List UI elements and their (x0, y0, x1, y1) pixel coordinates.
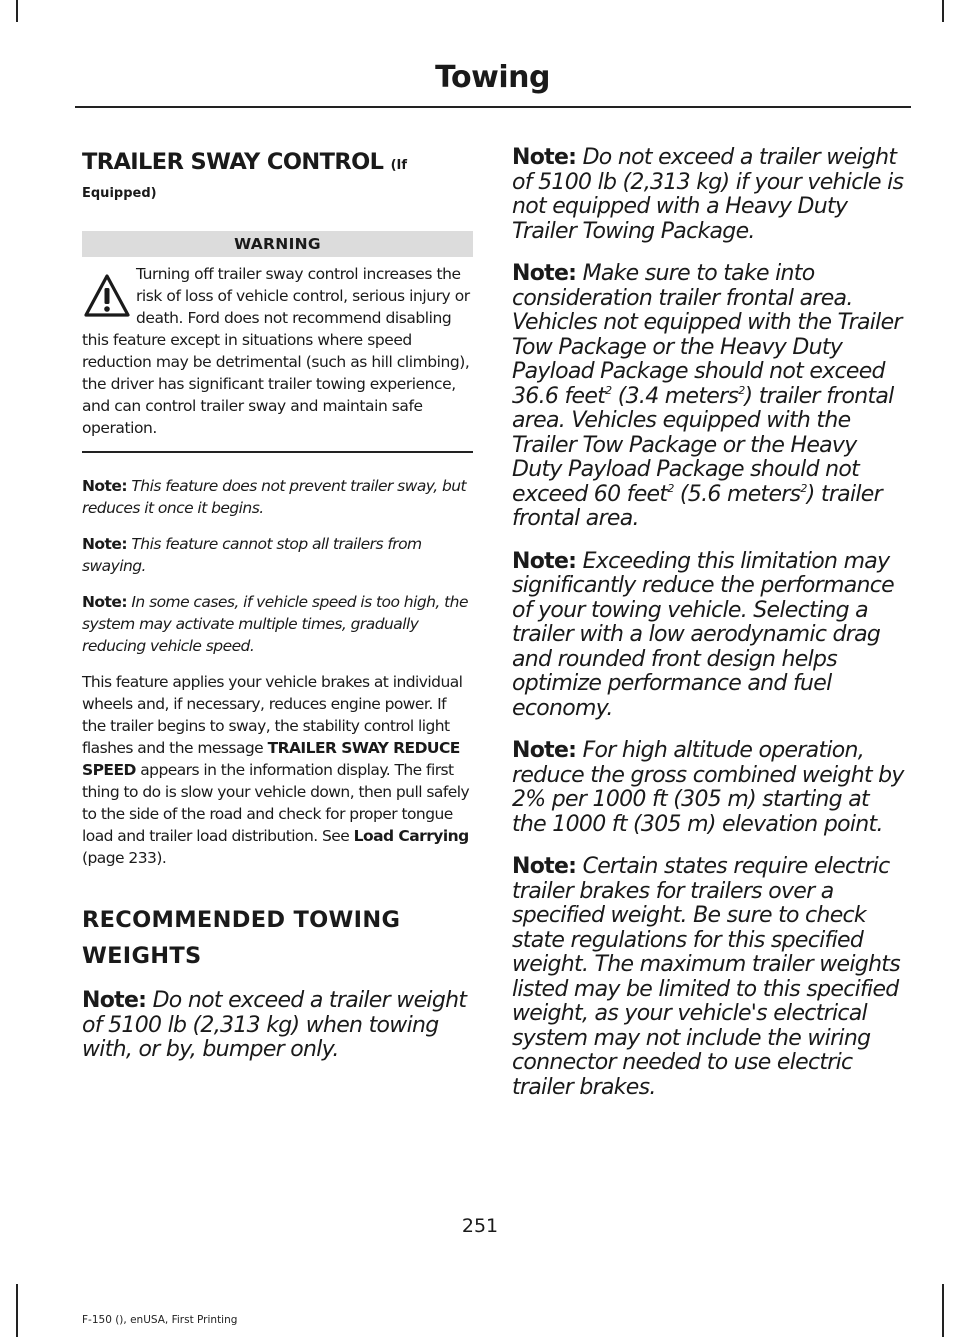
note-text: This feature cannot stop all trailers from swaying. (82, 535, 422, 575)
note-label: Note: (512, 854, 577, 879)
section-title-line1: RECOMMENDED TOWING (82, 907, 401, 933)
section-subtitle: Equipped) (82, 186, 157, 201)
frontal-text-c: ) trailer frontal area. Vehicles equipped with the Trailer Tow Package or the Heavy Duty Payload Package should not exceed 60 feet (512, 383, 894, 507)
page-number: 251 (461, 1215, 499, 1237)
section-title-recommended (82, 905, 473, 971)
note-text: For high altitude operation, reduce the gross combined weight by 2% per 1000 ft (305 m) starting at the 1000 ft (305 m) elevation point. (512, 738, 904, 837)
frontal-text-e: ) trailer frontal area. (512, 481, 882, 531)
note-label: Note: (82, 477, 127, 495)
warning-triangle-icon (84, 273, 130, 319)
note-exceeding (512, 550, 908, 722)
note-text: Certain states require electric trailer brakes for trailers over a specified weight. Be sure to check state regulations for this specified weight. The maximum trailer weights listed may be limited to this specified weight, as your vehicle's electrical system may not include the wiring connector needed to use electric trailer brakes. (512, 854, 901, 1100)
note-text: Do not exceed a trailer weight of 5100 lb (2,313 kg) if your vehicle is not equipped with a Heavy Duty Trailer Towing Package. (512, 145, 904, 244)
note-label: Note: (512, 548, 577, 574)
warning-box (82, 263, 473, 439)
publication-info: F-150 (), enUSA, First Printing (82, 1314, 238, 1326)
note-altitude (512, 739, 908, 837)
crop-mark-top-right (942, 0, 944, 22)
note-text: In some cases, if vehicle speed is too high, the system may activate multiple times, gradually reducing vehicle speed. (82, 593, 468, 655)
superscript: 2 (800, 481, 807, 495)
note-label: Note: (82, 988, 147, 1013)
note-label: Note: (512, 261, 577, 286)
crop-mark-top-left (16, 0, 18, 22)
note-sway-reduce (82, 475, 473, 519)
warning-text: Turning off trailer sway control increases the risk of loss of vehicle control, serious injury or death. Ford does not recommend disabling this feature except in situations where speed reduction may be detrimental (such as hill climbing), the driver has significant trailer towing experience, and can control trailer sway and maintain safe operation. (82, 265, 470, 437)
note-text: Exceeding this limitation may significantly reduce the performance of your towing vehicle. Selecting a trailer with a low aerodynamic drag and rounded front design helps optimize performance and fuel economy. (512, 548, 895, 721)
section-title-trailer-sway (82, 148, 473, 180)
running-header: Towing (435, 60, 550, 95)
frontal-text-b: (3.4 meters (611, 383, 739, 409)
note-label: Note: (82, 535, 127, 553)
note-text (512, 261, 902, 531)
note-electric-brakes (512, 855, 908, 1100)
load-carrying-link[interactable]: Load Carrying (353, 827, 469, 845)
section-title-text: TRAILER SWAY CONTROL (82, 149, 384, 175)
section-title-line2: WEIGHTS (82, 943, 202, 969)
left-column (82, 148, 473, 1063)
crop-mark-bottom-left (16, 1284, 18, 1337)
body-text-1: This feature applies your vehicle brakes at individual wheels and, if necessary, reduces engine power. If the trailer begins to sway, the stability control light flashes and the message (82, 673, 463, 757)
section-title-suffix: (If (390, 158, 408, 173)
page-reference: (page 233). (82, 849, 167, 867)
warning-rule (82, 451, 473, 453)
note-text: Do not exceed a trailer weight of 5100 lb (2,313 kg) when towing with, or by, bumper only. (82, 988, 467, 1062)
crop-mark-bottom-right (942, 1284, 944, 1337)
display-message: TRAILER SWAY REDUCE SPEED (82, 739, 460, 779)
note-bumper (82, 989, 473, 1063)
superscript: 2 (738, 383, 745, 397)
note-heavy-duty (512, 146, 908, 244)
note-label: Note: (512, 145, 577, 170)
note-cannot-stop (82, 533, 473, 577)
note-label: Note: (512, 738, 577, 763)
body-paragraph (82, 671, 473, 869)
warning-header: WARNING (82, 231, 473, 257)
body-text-2: appears in the information display. The first thing to do is slow your vehicle down, then pull safely to the side of the road and check for proper tongue load and trailer load distribution. See (82, 761, 470, 845)
superscript: 2 (667, 481, 674, 495)
frontal-text-a: Make sure to take into consideration trailer frontal area. Vehicles not equipped with the Trailer Tow Package or the Heavy Duty Payload Package should not exceed 36.6 feet (512, 261, 902, 409)
header-rule (75, 106, 911, 108)
note-frontal-area (512, 262, 908, 532)
note-label: Note: (82, 593, 127, 611)
superscript: 2 (605, 383, 612, 397)
note-speed (82, 591, 473, 657)
right-column (512, 146, 908, 1100)
frontal-text-d: (5.6 meters (673, 481, 801, 507)
note-text: This feature does not prevent trailer sway, but reduces it once it begins. (82, 477, 467, 517)
